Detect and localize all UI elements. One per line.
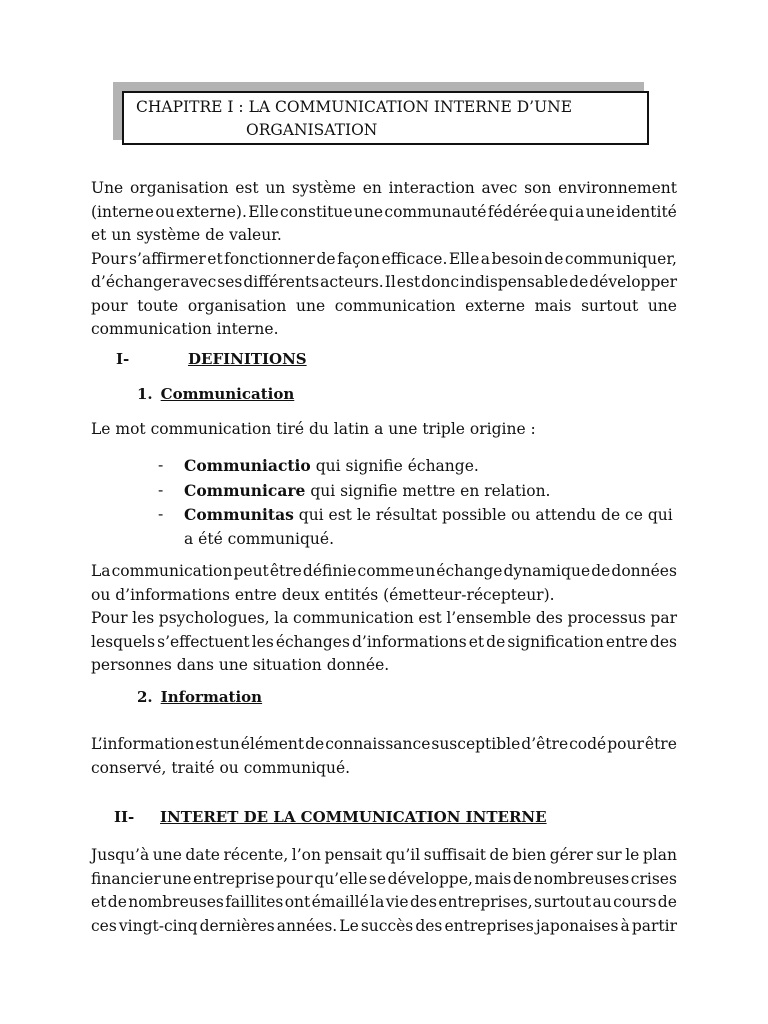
- bullet-text: qui signifie mettre en relation.: [305, 481, 551, 500]
- bullet-text: qui signifie échange.: [310, 457, 479, 475]
- intro-line: (interne ou externe). Elle constitue une communauté fédérée qui a une identité: [91, 202, 677, 221]
- intro-paragraph: [91, 177, 677, 342]
- section-title: INTERET DE LA COMMUNICATION INTERNE: [160, 808, 547, 826]
- section-heading-interet: [114, 808, 547, 826]
- definition-line: conservé, traité ou communiqué.: [91, 758, 351, 777]
- section-title: DEFINITIONS: [188, 350, 307, 368]
- definition-line: Pour les psychologues, la communication est l’ensemble des processus par: [91, 609, 677, 627]
- chapter-title-box: [122, 91, 649, 145]
- list-item: [158, 479, 678, 504]
- origin-paragraph: [91, 418, 677, 442]
- list-item: [158, 503, 678, 551]
- intro-line: d’échanger avec ses différents acteurs. Il est donc indispensable de développer: [91, 273, 677, 291]
- intro-line: pour toute organisation une communication externe mais surtout une: [91, 296, 677, 315]
- section-number: I-: [116, 350, 130, 368]
- section-number: II-: [114, 808, 135, 826]
- subheading-number: 1.: [137, 385, 153, 403]
- subheading-number: 2.: [137, 688, 153, 706]
- information-definition-paragraph: [91, 733, 677, 780]
- interet-line: ces vingt-cinq dernières années. Le succès des entreprises japonaises à partir: [91, 916, 677, 935]
- subheading-communication: [137, 385, 294, 403]
- intro-line: Pour s’affirmer et fonctionner de façon efficace. Elle a besoin de communiquer,: [91, 249, 677, 268]
- section-heading-definitions: [116, 350, 307, 368]
- subheading-information: [137, 688, 262, 706]
- list-item: [158, 454, 678, 479]
- chapter-title-line1: CHAPITRE I : LA COMMUNICATION INTERNE D’UNE: [136, 98, 573, 116]
- origin-line: Le mot communication tiré du latin a une triple origine :: [91, 420, 536, 438]
- definition-line: ou d’informations entre deux entités (émetteur-récepteur).: [91, 585, 555, 604]
- bullet-dash: -: [158, 456, 164, 474]
- bullet-term: Communicare: [184, 480, 306, 500]
- intro-line: Une organisation est un système en interaction avec son environnement: [91, 179, 677, 197]
- definition-line: lesquels s’effectuent les échanges d’informations et de signification entre des: [91, 632, 677, 651]
- bullet-dash: -: [158, 480, 164, 499]
- origin-bullet-list: [158, 454, 678, 551]
- bullet-dash: -: [158, 505, 164, 523]
- subheading-title: Communication: [160, 385, 295, 403]
- communication-definition-paragraph: [91, 560, 677, 678]
- bullet-term: Communitas: [184, 505, 294, 524]
- interet-line: Jusqu’à une date récente, l’on pensait qu’il suffisait de bien gérer sur le plan: [91, 846, 677, 864]
- interet-paragraph: [91, 844, 677, 938]
- intro-line: communication interne.: [91, 320, 279, 338]
- intro-line: et un système de valeur.: [91, 226, 282, 244]
- interet-line: financier une entreprise pour qu’elle se développe, mais de nombreuses crises: [91, 869, 677, 888]
- interet-line: et de nombreuses faillites ont émaillé la vie des entreprises, surtout au cours de: [91, 893, 677, 911]
- definition-line: L’information est un élément de connaissance susceptible d’être codé pour être: [91, 735, 677, 753]
- subheading-title: Information: [160, 688, 263, 706]
- bullet-term: Communiactio: [184, 456, 311, 475]
- chapter-title-line2: ORGANISATION: [246, 121, 378, 139]
- definition-line: personnes dans une situation donnée.: [91, 656, 390, 674]
- bullet-text: qui est le résultat possible ou attendu de ce qui a été communiqué.: [184, 506, 673, 548]
- definition-line: La communication peut être définie comme un échange dynamique de données: [91, 562, 677, 580]
